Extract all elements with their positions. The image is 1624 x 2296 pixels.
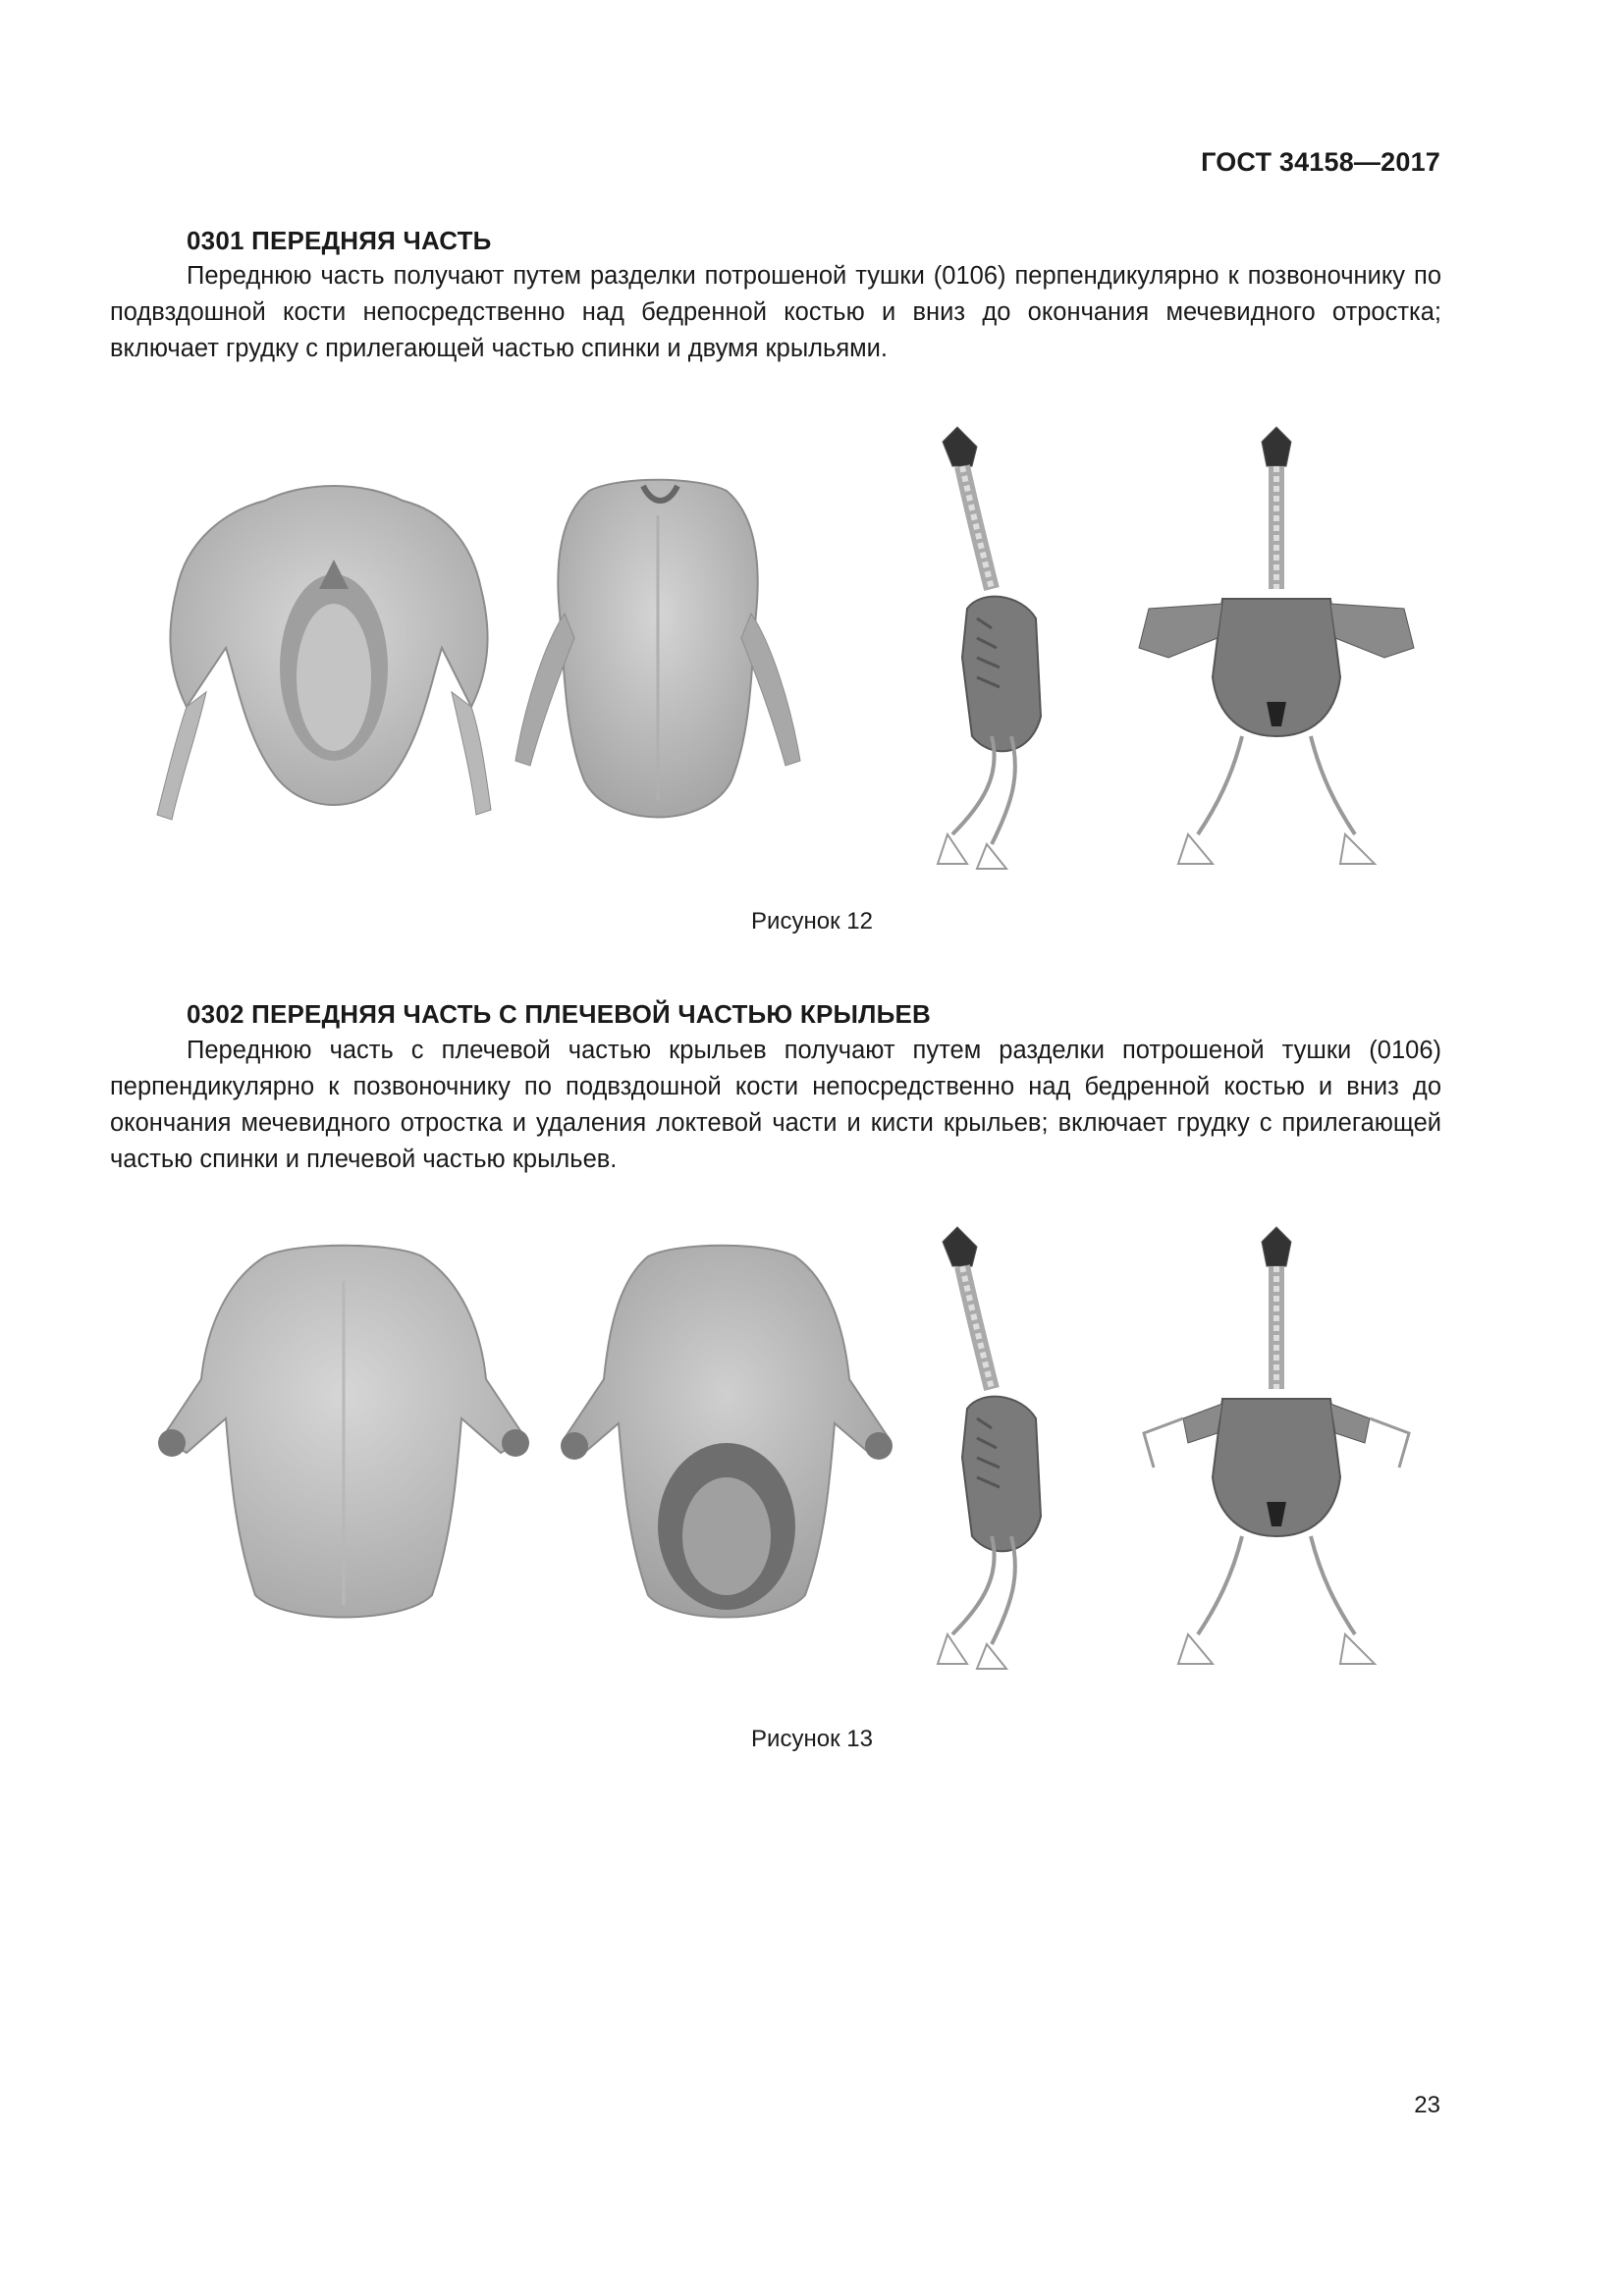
page-number: 23 xyxy=(1414,2092,1440,2118)
figure-12 xyxy=(147,422,1463,883)
section-text-0301: Переднюю часть получают путем разделки потрошеной тушки (0106) перпендикулярно к позвоночнику по подвздошной кости непосредственно над бедренной костью и вниз до окончания мечевидного отростка; включает грудку с прилегающей частью спинки и двумя крыльями. xyxy=(110,262,1441,362)
figure-caption-13: Рисунок 13 xyxy=(751,1726,873,1752)
photo-front-part-inside xyxy=(147,481,511,834)
section-title-0301: 0301 ПЕРЕДНЯЯ ЧАСТЬ xyxy=(187,226,492,255)
diagram-front-view xyxy=(1129,422,1424,874)
figure-13 xyxy=(147,1222,1463,1693)
photo-front-part-outside xyxy=(511,476,805,839)
document-id: ГОСТ 34158—2017 xyxy=(1201,147,1440,177)
section-title-0302: 0302 ПЕРЕДНЯЯ ЧАСТЬ С ПЛЕЧЕВОЙ ЧАСТЬЮ КРЫЛЬЕВ xyxy=(187,999,931,1029)
photo-front-part-shoulder-outside xyxy=(147,1242,540,1634)
photo-front-part-shoulder-inside xyxy=(540,1242,913,1634)
diagram-side-view-shoulder xyxy=(923,1222,1070,1674)
figure-caption-12: Рисунок 12 xyxy=(751,908,873,934)
section-text-0302: Переднюю часть с плечевой частью крыльев получают путем разделки потрошеной тушки (0106) перпендикулярно к позвоночнику по подвздошной кости непосредственно над бедренной костью и вниз до окончания мечевидного отростка и удаления локтевой части и кисти крыльев; включает грудку с прилегающей частью спинки и плечевой частью крыльев. xyxy=(110,1037,1441,1173)
diagram-side-view xyxy=(923,422,1070,874)
diagram-front-view-shoulder xyxy=(1129,1222,1424,1674)
